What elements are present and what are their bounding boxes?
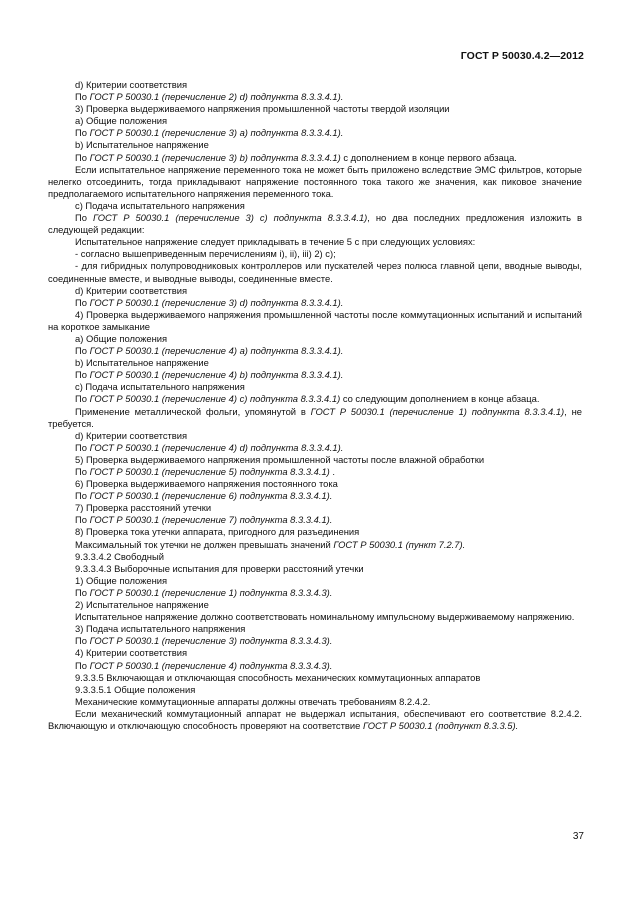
paragraph	[48, 526, 582, 538]
paragraph	[48, 236, 582, 248]
text-run: Применение металлической фольги, упомянутой в	[75, 405, 311, 417]
paragraph	[48, 200, 582, 212]
paragraph	[48, 708, 582, 732]
standard-reference: ГОСТ Р 50030.1 (перечисление 1) подпункта 8.3.3.4.3).	[89, 586, 333, 598]
text-run: , но два последних предложения изложить в следующей редакции:	[48, 212, 582, 236]
text-run: По	[75, 212, 93, 224]
text-run: По	[75, 369, 90, 381]
paragraph	[48, 79, 582, 91]
standard-reference: ГОСТ Р 50030.1 (перечисление 3) подпункта 8.3.3.4.3).	[89, 635, 333, 647]
paragraph	[48, 623, 582, 635]
paragraph	[48, 647, 582, 659]
paragraph	[48, 442, 582, 454]
paragraph	[48, 490, 582, 502]
text-run: 1) Общие положения	[75, 574, 168, 586]
text-run: Если испытательное напряжение переменного тока не может быть приложено вследствие ЭМС фильтров, которые нелегко отсоединить, тогда прикладывают напряжение постоянного тока такого же значения, как пиковое значение предполагаемого испытательного напряжения переменного тока.	[48, 163, 582, 199]
standard-reference: ГОСТ Р 50030.1 (перечисление 4) b) подпункта 8.3.3.4.1).	[89, 369, 344, 381]
paragraph	[48, 551, 582, 563]
text-run: По	[75, 296, 90, 308]
paragraph	[48, 297, 582, 309]
text-run: 9.3.3.4.3 Выборочные испытания для проверки расстояний утечки	[75, 562, 364, 574]
paragraph	[48, 635, 582, 647]
text-run: b) Испытательное напряжение	[75, 357, 209, 369]
text-run: Испытательное напряжение должно соответствовать номинальному импульсному выдерживаемому напряжению.	[75, 611, 575, 623]
text-run: 3) Проверка выдерживаемого напряжения промышленной частоты твердой изоляции	[75, 103, 450, 115]
text-run: 4) Проверка выдерживаемого напряжения промышленной частоты после коммутационных испытаний и испытаний на короткое замыкание	[48, 308, 582, 332]
text-run: a) Общие положения	[75, 115, 168, 127]
paragraph	[48, 575, 582, 587]
standard-reference: ГОСТ Р 50030.1 (перечисление 3) d) подпункта 8.3.3.4.1).	[89, 296, 344, 308]
paragraph	[48, 672, 582, 684]
text-run: 9.3.3.4.2 Свободный	[75, 550, 164, 562]
text-run: По	[75, 127, 90, 139]
text-run: d) Критерии соответствия	[75, 284, 188, 296]
text-run: 9.3.3.5.1 Общие положения	[75, 683, 196, 695]
paragraph	[48, 369, 582, 381]
standard-reference: ГОСТ Р 50030.1 (перечисление 5) подпункта 8.3.3.4.1)	[89, 466, 330, 477]
text-run: По	[75, 91, 90, 103]
standard-reference: ГОСТ Р 50030.1 (перечисление 1) подпункта 8.3.3.4.1)	[310, 405, 565, 417]
paragraph	[48, 466, 582, 478]
paragraph	[48, 502, 582, 514]
text-run: 3) Подача испытательного напряжения	[75, 623, 246, 635]
standard-reference: ГОСТ Р 50030.1 (перечисление 4) c) подпункта 8.3.3.4.1)	[89, 393, 341, 405]
text-run: По	[75, 151, 90, 163]
text-run: .	[329, 466, 336, 477]
paragraph	[48, 309, 582, 333]
paragraph	[48, 696, 582, 708]
text-run: c) Подача испытательного напряжения	[75, 381, 245, 393]
paragraph	[48, 152, 582, 164]
paragraph	[48, 393, 582, 405]
text-run: со следующим дополнением в конце абзаца.	[340, 393, 540, 405]
paragraph	[48, 345, 582, 357]
standard-reference: ГОСТ Р 50030.1 (перечисление 3) c) подпункта 8.3.3.4.1)	[92, 212, 368, 224]
text-run: 2) Испытательное напряжение	[75, 599, 209, 611]
text-run: По	[75, 635, 90, 647]
text-run: 9.3.3.5 Включающая и отключающая способность механических коммутационных аппаратов	[75, 671, 481, 683]
paragraph	[48, 91, 582, 103]
text-run: Испытательное напряжение следует прикладывать в течение 5 с при следующих условиях:	[75, 236, 476, 248]
text-run: По	[75, 393, 90, 405]
text-run: 8) Проверка тока утечки аппарата, пригодного для разъединения	[75, 526, 360, 538]
standard-header: ГОСТ Р 50030.4.2—2012	[460, 50, 584, 62]
paragraph	[48, 285, 582, 297]
paragraph	[48, 127, 582, 139]
text-run: d) Критерии соответствия	[75, 79, 188, 90]
standard-reference: ГОСТ Р 50030.1 (перечисление 3) b) подпункта 8.3.3.4.1)	[89, 151, 341, 163]
page-number: 37	[572, 831, 584, 842]
paragraph	[48, 164, 582, 200]
text-run: 4) Критерии соответствия	[75, 647, 188, 659]
paragraph	[48, 430, 582, 442]
standard-reference: ГОСТ Р 50030.1 (перечисление 4) a) подпункта 8.3.3.4.1).	[89, 345, 344, 357]
standard-reference: ГОСТ Р 50030.1 (перечисление 4) d) подпункта 8.3.3.4.1).	[89, 441, 344, 453]
standard-reference: ГОСТ Р 50030.1 (перечисление 6) подпункта 8.3.3.4.1).	[89, 490, 333, 502]
text-run: c) Подача испытательного напряжения	[75, 199, 245, 211]
paragraph	[48, 212, 582, 236]
paragraph	[48, 539, 582, 551]
text-run: Максимальный ток утечки не должен превышать значений	[75, 538, 334, 550]
standard-reference: ГОСТ Р 50030.1 (перечисление 7) подпункта 8.3.3.4.1).	[89, 514, 333, 526]
text-run: По	[75, 586, 90, 598]
text-run: , не требуется.	[48, 405, 582, 429]
text-run: Если механический коммутационный аппарат не выдержал испытания, обеспечивают его соответствие 8.2.4.2. Включающую и отключающую способность проверяют на соответствие	[48, 707, 582, 731]
text-run: По	[75, 441, 90, 453]
paragraph	[48, 587, 582, 599]
text-run: 7) Проверка расстояний утечки	[75, 502, 212, 514]
standard-reference: ГОСТ Р 50030.1 (перечисление 3) a) подпункта 8.3.3.4.1).	[89, 127, 344, 139]
standard-reference: ГОСТ Р 50030.1 (пункт 7.2.7).	[333, 538, 466, 550]
paragraph	[48, 478, 582, 490]
paragraph	[48, 563, 582, 575]
text-run: - для гибридных полупроводниковых контроллеров или пускателей через полюса главной цепи, вводные выводы, соединенные вместе, и выводные выводы, соединенные вместе.	[48, 260, 582, 284]
text-run: По	[75, 345, 90, 357]
paragraph	[48, 103, 582, 115]
text-run: d) Критерии соответствия	[75, 429, 188, 441]
paragraph	[48, 660, 582, 672]
paragraph	[48, 406, 582, 430]
paragraph	[48, 357, 582, 369]
text-run: По	[75, 514, 90, 526]
paragraph	[48, 139, 582, 151]
text-run: Механические коммутационные аппараты должны отвечать требованиям 8.2.4.2.	[75, 695, 431, 707]
text-run: - согласно вышеприведенным перечислениям i), ii), iii) 2) c);	[75, 248, 336, 260]
paragraph	[48, 611, 582, 623]
paragraph	[48, 599, 582, 611]
standard-reference: ГОСТ Р 50030.1 (подпункт 8.3.3.5).	[362, 719, 519, 731]
text-run: 5) Проверка выдерживаемого напряжения промышленной частоты после влажной обработки	[75, 453, 485, 465]
text-run: По	[75, 466, 90, 477]
text-run: 6) Проверка выдерживаемого напряжения постоянного тока	[75, 478, 338, 490]
standard-reference: ГОСТ Р 50030.1 (перечисление 2) d) подпункта 8.3.3.4.1).	[89, 91, 344, 103]
paragraph	[48, 684, 582, 696]
text-run: b) Испытательное напряжение	[75, 139, 209, 151]
document-body	[48, 79, 582, 732]
paragraph	[48, 514, 582, 526]
paragraph	[48, 248, 582, 260]
standard-reference: ГОСТ Р 50030.1 (перечисление 4) подпункта 8.3.3.4.3).	[89, 659, 333, 671]
paragraph	[48, 454, 582, 466]
paragraph	[48, 333, 582, 345]
paragraph	[48, 260, 582, 284]
text-run: По	[75, 490, 90, 502]
text-run: с дополнением в конце первого абзаца.	[340, 151, 517, 163]
paragraph	[48, 381, 582, 393]
text-run: a) Общие положения	[75, 332, 168, 344]
paragraph	[48, 115, 582, 127]
text-run: По	[75, 659, 90, 671]
